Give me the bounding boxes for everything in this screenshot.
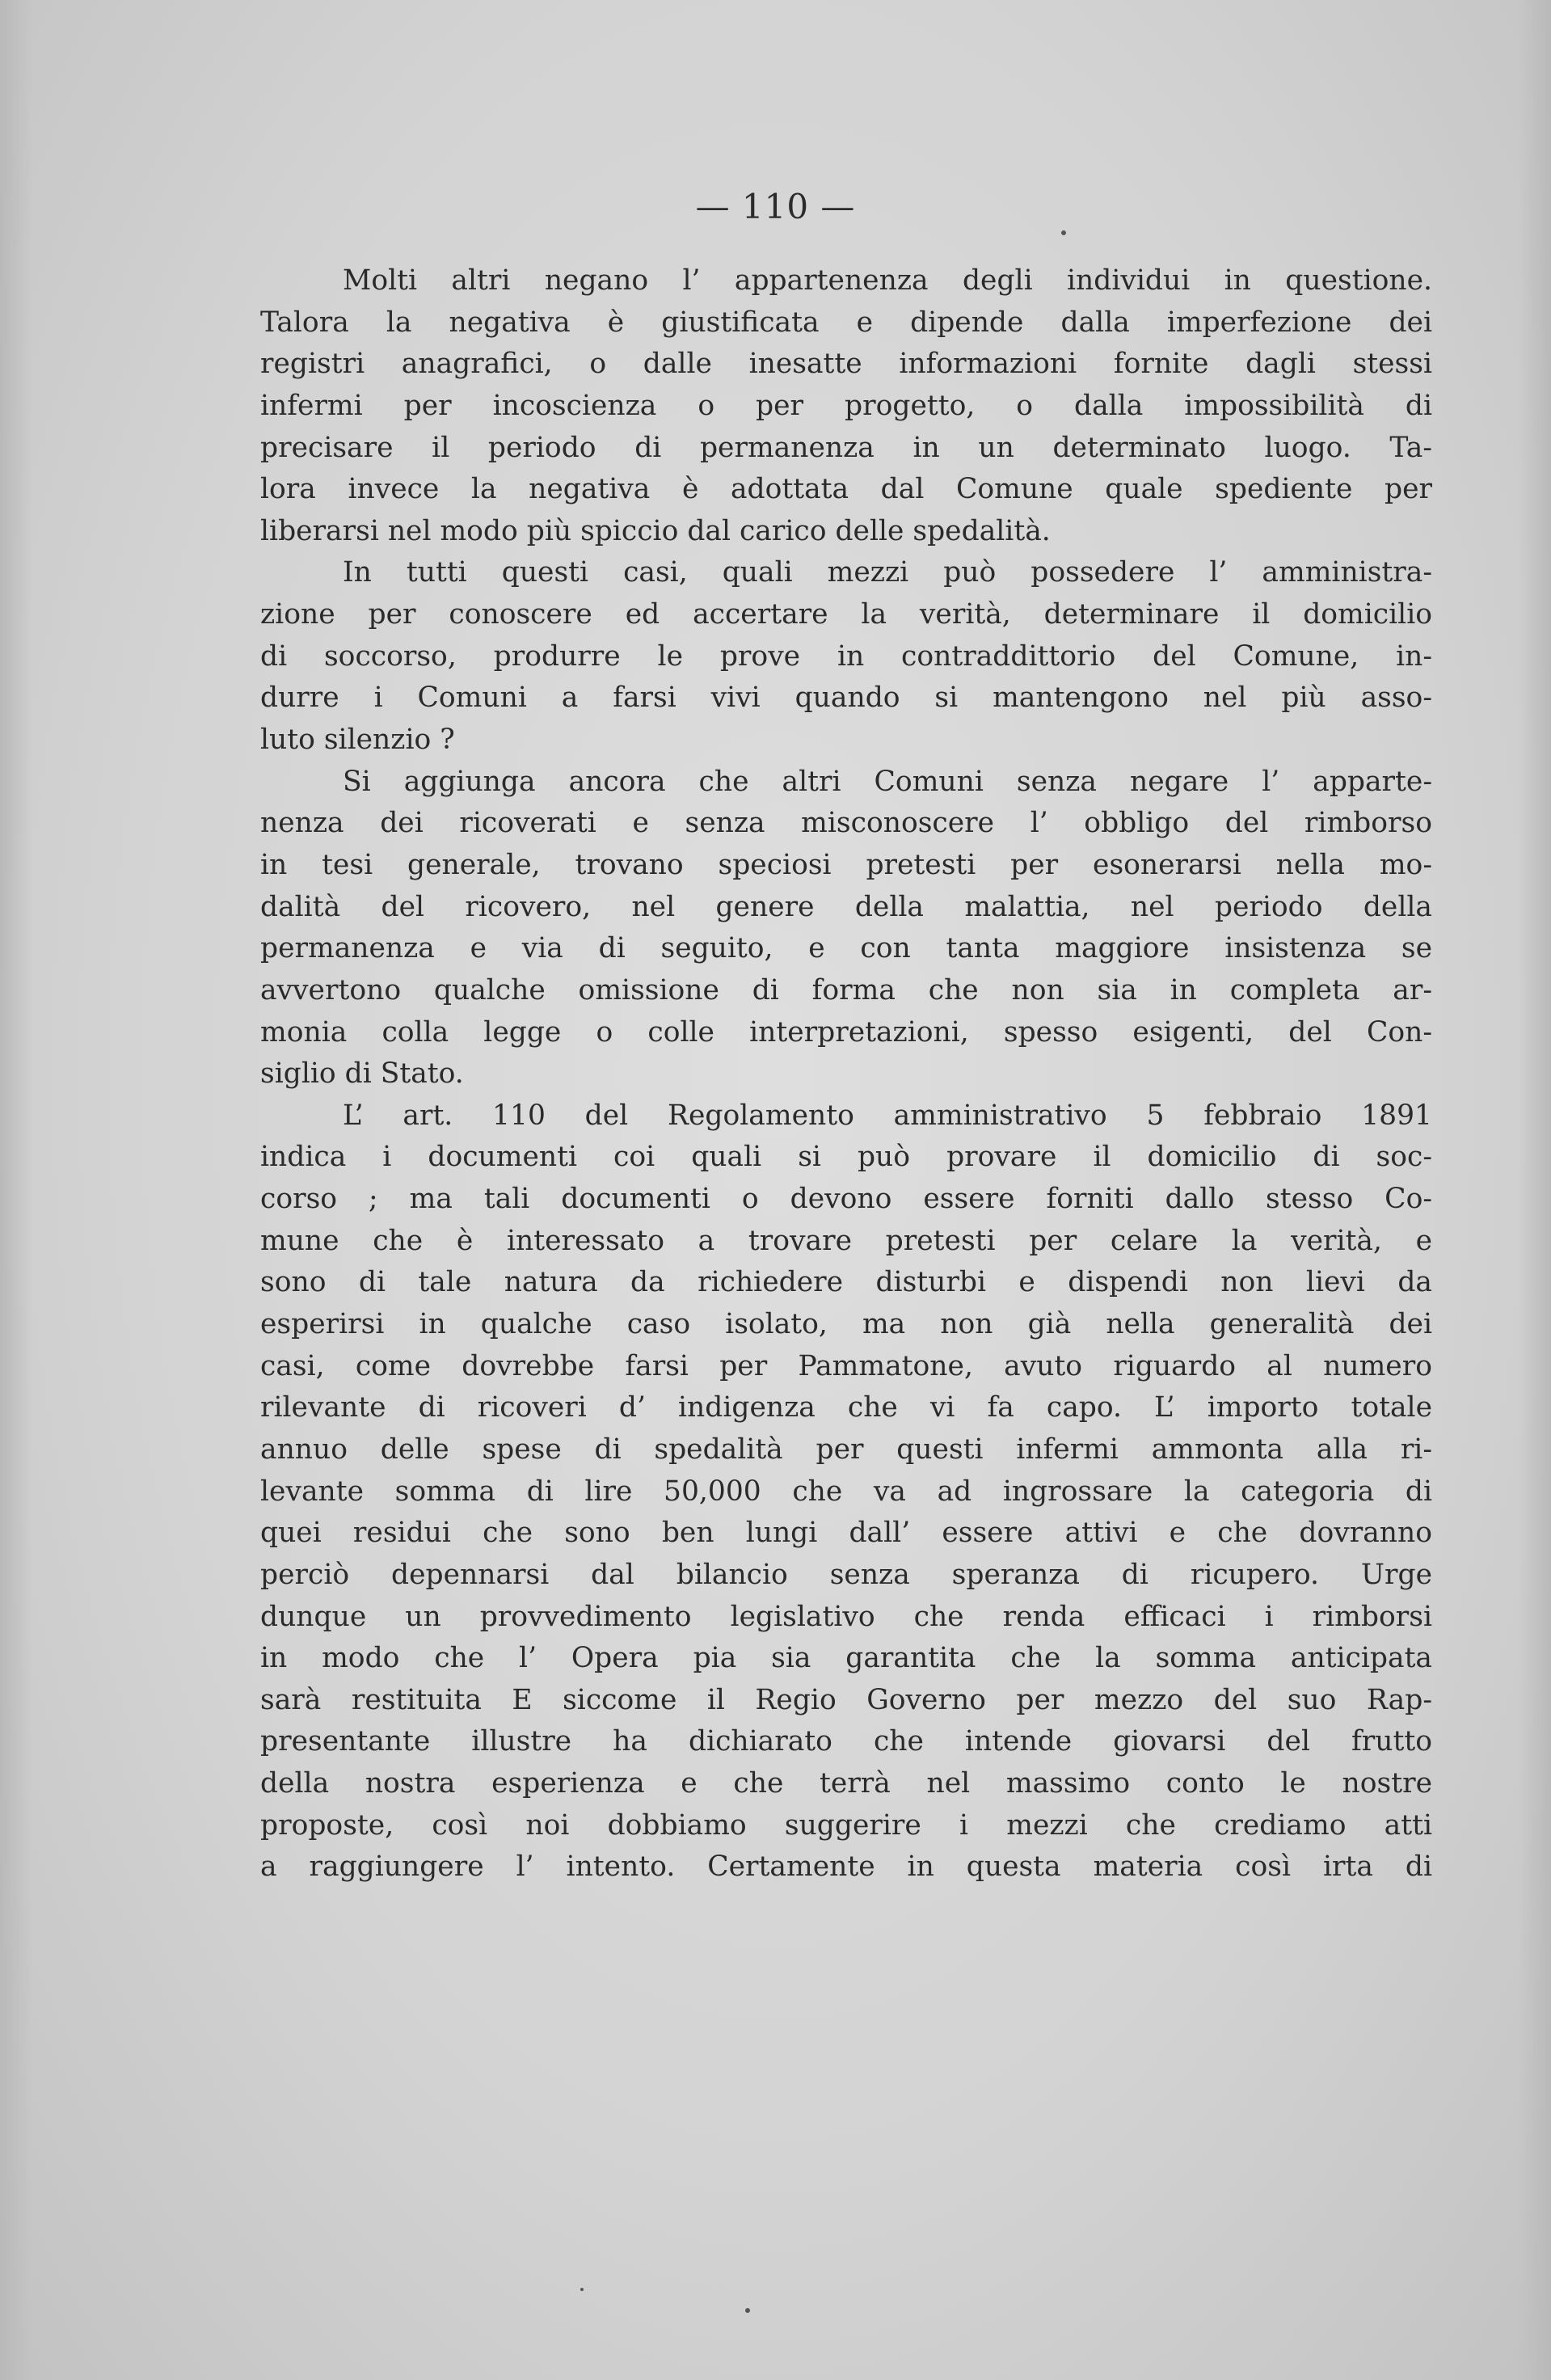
- text-line: annuo delle spese di spedalità per questi infermi ammonta alla ri-: [260, 1433, 1432, 1466]
- text-line: liberarsi nel modo più spiccio dal carico delle spedalità.: [260, 514, 1051, 547]
- text-line: mune che è interessato a trovare pretesti per celare la verità, e: [260, 1224, 1432, 1257]
- text-line: zione per conoscere ed accertare la verità, determinare il domicilio: [260, 598, 1432, 631]
- text-line: monia colla legge o colle interpretazioni, spesso esigenti, del Con-: [260, 1015, 1432, 1049]
- text-line: registri anagrafici, o dalle inesatte informazioni fornite dagli stessi: [260, 348, 1432, 381]
- text-line: casi, come dovrebbe farsi per Pammatone, avuto riguardo al numero: [260, 1349, 1432, 1382]
- text-line: a raggiungere l’ intento. Certamente in questa materia così irta di: [260, 1850, 1432, 1884]
- speck-mark: [745, 2308, 750, 2313]
- text-line: dalità del ricovero, nel genere della malattia, nel periodo della: [260, 890, 1432, 923]
- text-line: corso ; ma tali documenti o devono essere forniti dallo stesso Co-: [260, 1183, 1432, 1216]
- text-line: levante somma di lire 50,000 che va ad ingrossare la categoria di: [260, 1475, 1432, 1508]
- text-line: siglio di Stato.: [260, 1057, 464, 1091]
- text-line: infermi per incoscienza o per progetto, o dalla impossibilità di: [260, 389, 1432, 422]
- text-line: perciò depennarsi dal bilancio senza speranza di ricupero. Urge: [260, 1558, 1432, 1591]
- text-line: dunque un provvedimento legislativo che renda efficaci i rimborsi: [260, 1600, 1432, 1633]
- text-line: L’ art. 110 del Regolamento amministrativo 5 febbraio 1891: [343, 1099, 1432, 1132]
- text-line: in tesi generale, trovano speciosi pretesti per esonerarsi nella mo-: [260, 848, 1432, 881]
- text-line: nenza dei ricoverati e senza misconoscere l’ obbligo del rimborso: [260, 807, 1432, 840]
- page-number: — 110 —: [695, 187, 856, 226]
- speck-mark: [1061, 230, 1066, 235]
- speck-mark: [580, 2288, 584, 2291]
- text-line: esperirsi in qualche caso isolato, ma non già nella generalità dei: [260, 1308, 1432, 1341]
- text-line: lora invece la negativa è adottata dal Comune quale spediente per: [260, 473, 1432, 506]
- text-line: sarà restituita E siccome il Regio Governo per mezzo del suo Rap-: [260, 1683, 1432, 1716]
- text-line: avvertono qualche omissione di forma che non sia in completa ar-: [260, 973, 1432, 1006]
- text-line: di soccorso, produrre le prove in contraddittorio del Comune, in-: [260, 639, 1432, 673]
- text-line: permanenza e via di seguito, e con tanta maggiore insistenza se: [260, 932, 1432, 965]
- text-line: in modo che l’ Opera pia sia garantita che la somma anticipata: [260, 1642, 1432, 1675]
- text-line: sono di tale natura da richiedere disturbi e dispendi non lievi da: [260, 1266, 1432, 1299]
- text-line: Talora la negativa è giustificata e dipende dalla imperfezione dei: [260, 306, 1432, 339]
- text-line: precisare il periodo di permanenza in un determinato luogo. Ta-: [260, 431, 1432, 464]
- text-line: In tutti questi casi, quali mezzi può possedere l’ amministra-: [343, 556, 1432, 589]
- text-line: della nostra esperienza e che terrà nel massimo conto le nostre: [260, 1767, 1432, 1800]
- text-line: presentante illustre ha dichiarato che intende giovarsi del frutto: [260, 1725, 1432, 1758]
- text-line: rilevante di ricoveri d’ indigenza che vi fa capo. L’ importo totale: [260, 1391, 1432, 1424]
- text-line: proposte, così noi dobbiamo suggerire i mezzi che crediamo atti: [260, 1808, 1432, 1842]
- body-text: [260, 260, 1432, 1888]
- text-line: luto silenzio ?: [260, 724, 455, 757]
- text-line: quei residui che sono ben lungi dall’ essere attivi e che dovranno: [260, 1517, 1432, 1550]
- text-line: durre i Comuni a farsi vivi quando si mantengono nel più asso-: [260, 682, 1432, 715]
- text-line: Si aggiunga ancora che altri Comuni senza negare l’ apparte-: [343, 765, 1432, 798]
- text-line: Molti altri negano l’ appartenenza degli individui in questione.: [343, 264, 1432, 297]
- text-line: indica i documenti coi quali si può provare il domicilio di soc-: [260, 1141, 1432, 1174]
